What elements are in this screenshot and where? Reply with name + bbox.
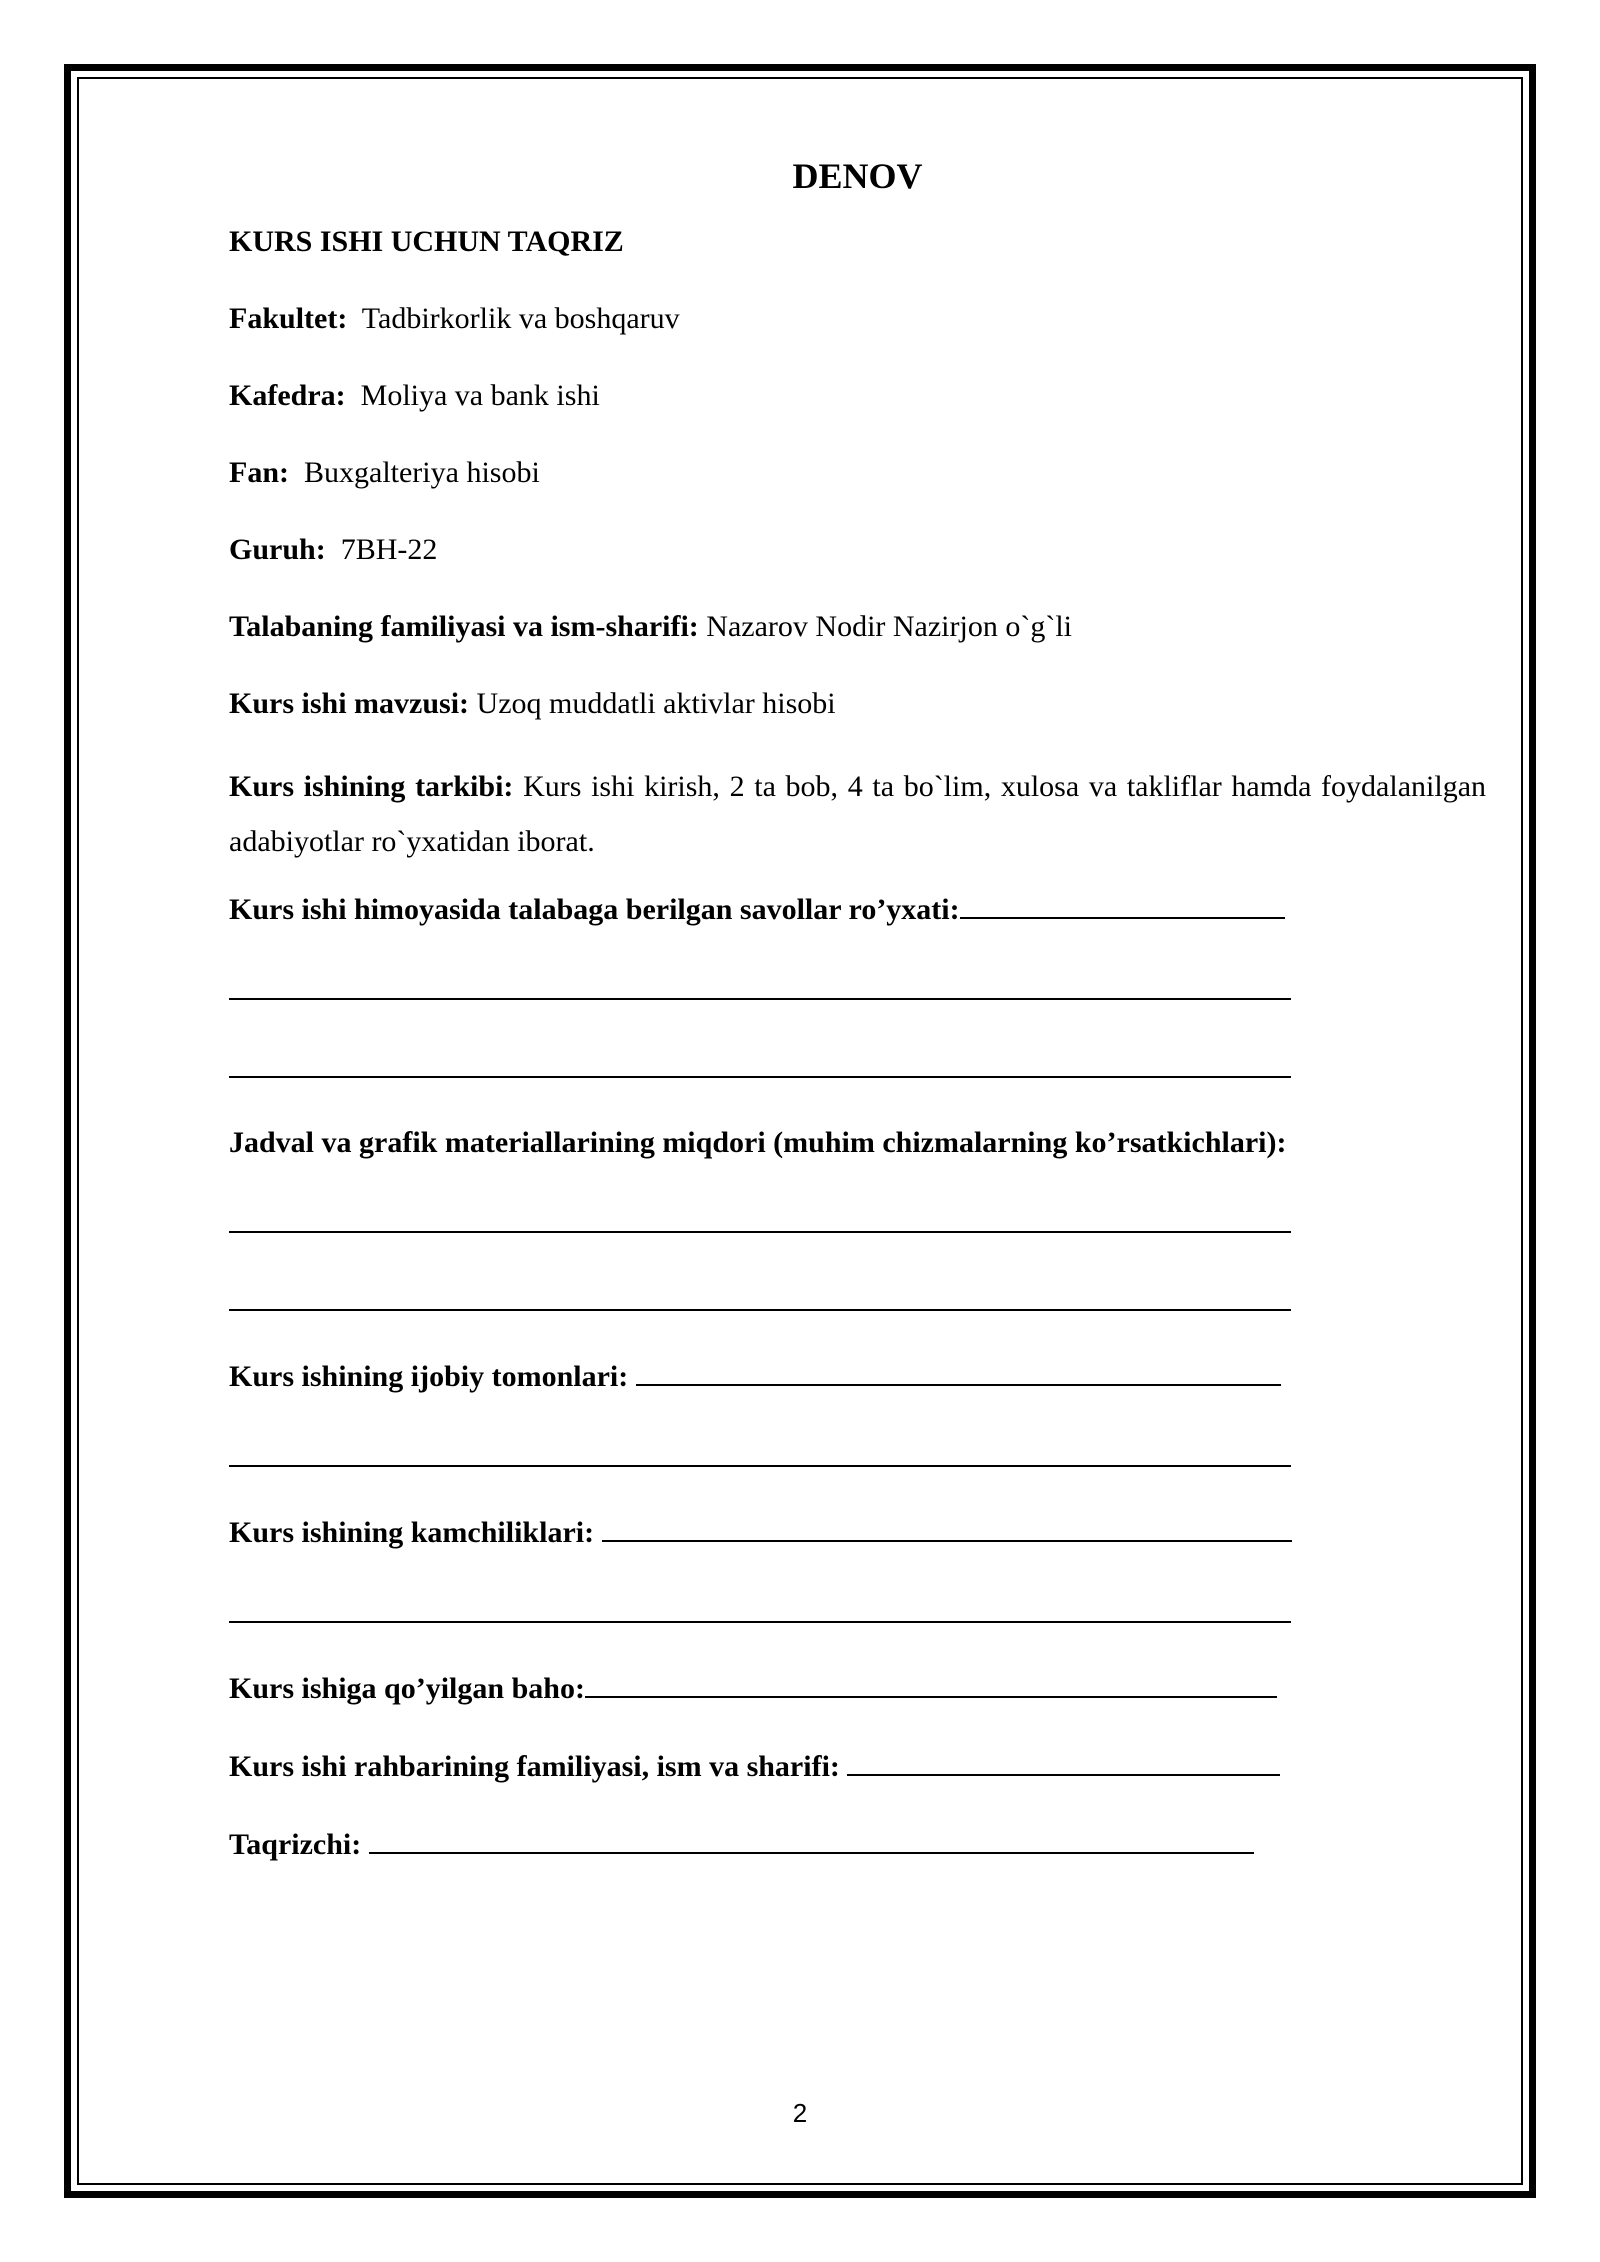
materials-blank-line-1[interactable] bbox=[229, 1198, 1291, 1233]
topic-row bbox=[229, 682, 1486, 726]
weaknesses-blank[interactable] bbox=[602, 1510, 1292, 1542]
subject-value: Buxgalteriya hisobi bbox=[304, 456, 540, 489]
weaknesses-blank-line[interactable] bbox=[229, 1588, 1291, 1623]
grade-blank[interactable] bbox=[585, 1666, 1277, 1698]
structure-value: Kurs ishi kirish, 2 ta bob, 4 ta bo`lim, xulosa va takliflar hamda foydalanilgan adabiyotlar ro`yxatidan iborat. bbox=[229, 770, 1487, 858]
strengths-blank[interactable] bbox=[636, 1354, 1281, 1386]
group-value: 7BH-22 bbox=[340, 533, 438, 566]
reviewer-label: Taqrizchi: bbox=[229, 1828, 362, 1861]
department-label: Kafedra: bbox=[229, 379, 346, 412]
reviewer-blank[interactable] bbox=[369, 1822, 1254, 1854]
strengths-row bbox=[229, 1354, 1486, 1399]
weaknesses-row bbox=[229, 1510, 1486, 1555]
page-number: 2 bbox=[792, 2098, 808, 2128]
student-row bbox=[229, 605, 1486, 649]
department-row bbox=[229, 374, 1486, 418]
form-title: KURS ISHI UCHUN TAQRIZ bbox=[229, 225, 624, 258]
weaknesses-label: Kurs ishining kamchiliklari: bbox=[229, 1516, 595, 1549]
strengths-blank-line[interactable] bbox=[229, 1432, 1291, 1467]
materials-blank-line-2[interactable] bbox=[229, 1276, 1291, 1311]
group-label: Guruh: bbox=[229, 533, 326, 566]
questions-blank[interactable] bbox=[960, 887, 1285, 919]
department-value: Moliya va bank ishi bbox=[360, 379, 600, 412]
faculty-row bbox=[229, 297, 1486, 341]
structure-label: Kurs ishining tarkibi: bbox=[229, 770, 514, 803]
questions-label: Kurs ishi himoyasida talabaga berilgan savollar ro’yxati: bbox=[229, 893, 960, 926]
review-form bbox=[229, 150, 1486, 1900]
materials-label: Jadval va grafik materiallarining miqdori (muhim chizmalarning ko’rsatkichlari): bbox=[229, 1126, 1287, 1159]
student-value: Nazarov Nodir Nazirjon o`g`li bbox=[706, 610, 1072, 643]
faculty-label: Fakultet: bbox=[229, 302, 348, 335]
supervisor-row bbox=[229, 1744, 1486, 1789]
grade-row bbox=[229, 1666, 1486, 1711]
structure-row bbox=[229, 759, 1486, 869]
strengths-label: Kurs ishining ijobiy tomonlari: bbox=[229, 1360, 629, 1393]
subject-label: Fan: bbox=[229, 456, 289, 489]
questions-row bbox=[229, 887, 1486, 932]
faculty-value: Tadbirkorlik va boshqaruv bbox=[361, 302, 680, 335]
questions-blank-line-1[interactable] bbox=[229, 965, 1291, 1000]
reviewer-row bbox=[229, 1822, 1486, 1867]
topic-value: Uzoq muddatli aktivlar hisobi bbox=[476, 687, 836, 720]
supervisor-blank[interactable] bbox=[847, 1744, 1280, 1776]
grade-label: Kurs ishiga qo’yilgan baho: bbox=[229, 1672, 585, 1705]
questions-blank-line-2[interactable] bbox=[229, 1043, 1291, 1078]
document-heading: DENOV bbox=[792, 156, 923, 196]
subject-row bbox=[229, 451, 1486, 495]
group-row bbox=[229, 528, 1486, 572]
student-label: Talabaning familiyasi va ism-sharifi: bbox=[229, 610, 699, 643]
supervisor-label: Kurs ishi rahbarining familiyasi, ism va sharifi: bbox=[229, 1750, 840, 1783]
topic-label: Kurs ishi mavzusi: bbox=[229, 687, 470, 720]
